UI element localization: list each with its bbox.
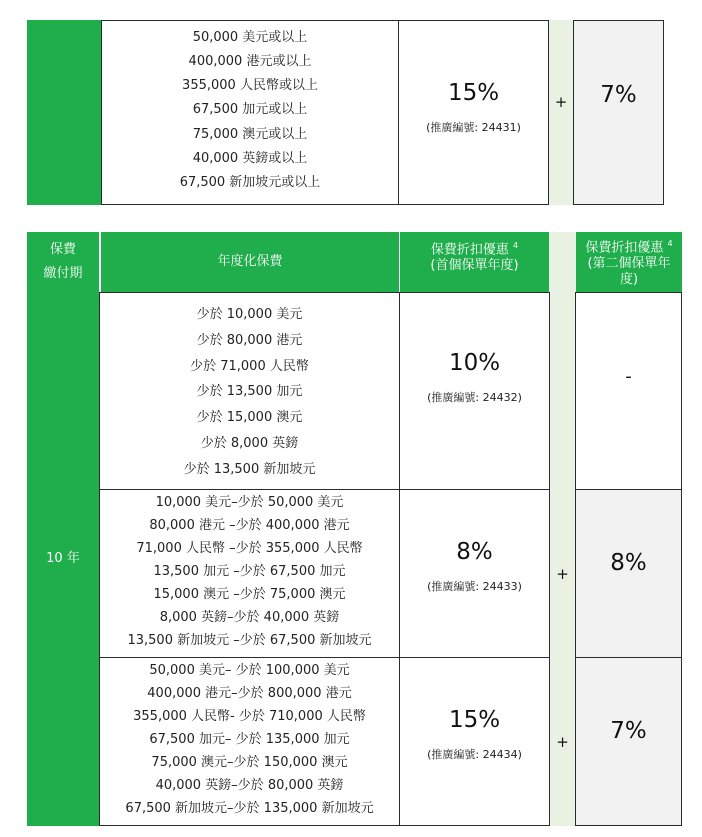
second-discount-value: 7% [600,81,637,108]
amount-line: 50,000 美元– 少於 100,000 美元 [149,663,350,678]
amount-line: 355,000 人民幣- 少於 710,000 人民幣 [133,709,366,724]
amount-line: 少於 10,000 美元 [196,307,303,322]
amount-cell [99,489,400,658]
promo-code: (推廣編號: 24431) [426,120,521,134]
header-first-line2: (首個保單年度) [430,258,519,274]
plus-cell [549,489,576,658]
period-value: 10 年 [46,551,80,566]
header-first-discount [400,232,549,292]
amount-line: 355,000 人民幣或以上 [182,78,318,94]
amount-line: 少於 13,500 加元 [196,384,303,400]
amount-line: 67,500 加元或以上 [192,102,308,118]
period-cell [27,292,99,826]
second-discount-value: 7% [610,717,647,744]
amount-line: 80,000 港元 –少於 400,000 港元 [149,518,350,533]
amount-line: 67,500 新加坡元或以上 [179,174,321,190]
amount-line: 50,000 美元或以上 [192,30,308,45]
first-discount-value: 15% [447,79,500,106]
amount-line: 少於 15,000 澳元 [196,410,303,426]
second-discount-value: - [625,366,632,387]
amount-line: 8,000 英鎊–少於 40,000 英鎊 [159,610,340,625]
plus-sign: + [554,92,568,111]
plus-sign: + [556,564,569,583]
header-second-line3: 度) [619,272,639,288]
amount-line: 71,000 人民幣 –少於 355,000 人民幣 [136,541,363,556]
first-discount-cell [399,489,550,658]
second-discount-cell [575,489,682,658]
amount-line: 75,000 澳元或以上 [192,126,308,142]
first-discount-cell [399,657,550,826]
second-discount-value: 8% [610,549,647,576]
amount-line: 少於 13,500 新加坡元 [183,461,316,477]
amount-line: 13,500 加元 –少於 67,500 加元 [153,564,346,579]
header-premium-label: 年度化保費 [217,254,283,269]
first-discount-value: 15% [448,706,501,733]
plus-sign: + [556,732,569,751]
promo-code: (推廣編號: 24432) [427,391,522,404]
amount-line: 400,000 港元–少於 800,000 港元 [147,686,352,701]
top-first-discount-cell [398,20,549,205]
header-first-line1: 保費折扣優惠 $^4$ [430,240,519,258]
amount-cell [99,657,400,826]
amount-cell [99,292,400,490]
header-second-line2: (第二個保單年 [587,256,671,272]
amount-line: 10,000 美元–少於 50,000 美元 [155,495,344,510]
top-second-discount-cell [573,20,664,205]
footnote-marker: 4 [667,238,673,248]
header-premium [101,232,399,292]
promo-code: (推廣編號: 24434) [427,747,522,761]
first-discount-value: 10% [448,350,501,376]
header-second-line1: 保費折扣優惠 $^4$ [585,238,673,256]
promo-code: (推廣編號: 24433) [427,579,522,593]
amount-line: 少於 8,000 英鎊 [200,436,299,452]
header-period-line2: 繳付期 [43,266,83,281]
top-amount-cell [101,20,399,205]
amount-line: 13,500 新加坡元 –少於 67,500 新加坡元 [127,633,372,648]
second-discount-cell [575,657,682,826]
first-discount-cell [399,292,550,490]
footnote-marker: 4 [513,240,519,250]
top-period-cell [27,20,102,205]
header-period [27,232,99,292]
plus-cell [549,657,576,826]
amount-line: 400,000 港元或以上 [188,54,312,70]
amount-line: 40,000 英鎊–少於 80,000 英鎊 [155,778,344,793]
amount-line: 75,000 澳元–少於 150,000 澳元 [151,755,348,770]
amount-line: 少於 71,000 人民幣 [190,358,309,374]
amount-line: 67,500 加元– 少於 135,000 加元 [149,732,350,747]
header-period-line1: 保費 [49,242,76,257]
header-second-discount [576,232,682,292]
amount-line: 少於 80,000 港元 [196,332,303,348]
top-plus-cell [549,20,573,205]
second-discount-cell [575,292,682,490]
amount-line: 40,000 英鎊或以上 [192,150,308,166]
amount-line: 67,500 新加坡元–少於 135,000 新加坡元 [125,801,374,816]
first-discount-value: 8% [456,538,493,565]
amount-line: 15,000 澳元 –少於 75,000 澳元 [153,587,346,602]
